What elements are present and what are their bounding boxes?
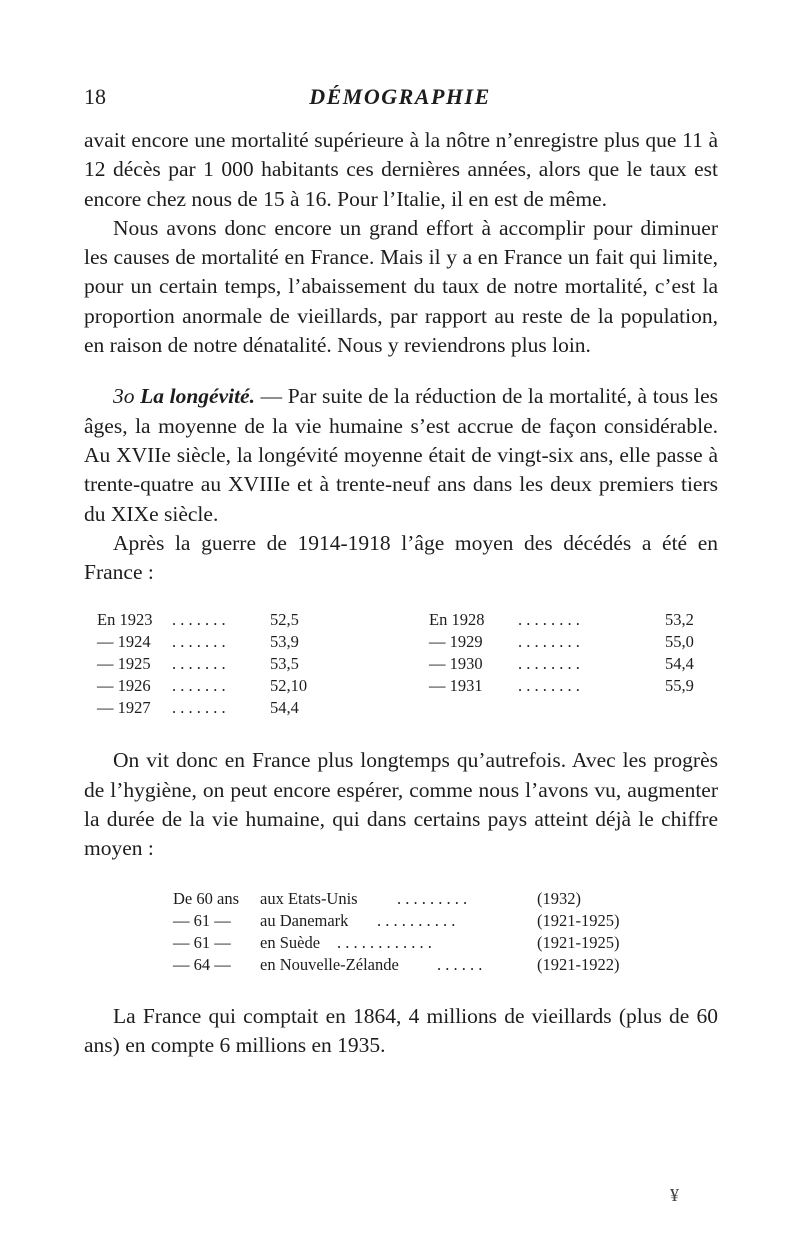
- leader-dots: . . . . . . . .: [518, 632, 580, 652]
- age-value: 52,5: [270, 610, 299, 630]
- leader-dots: . . . . . . .: [172, 698, 226, 718]
- leader-dots: . . . . . . . . . . . .: [337, 932, 432, 952]
- paragraph-mortality: Nous avons donc encore un grand effort à accomplir pour diminuer les causes de mortalité en France. Mais il y a en France un fait qui limite, pour un certain temps, l’abaissement du taux de notre mortalité, c’est la proportion anormale de vieillards, par rapport au reste de la population, en raison de notre dénatalité. Nous y reviendrons plus loin.: [84, 215, 718, 358]
- year-label: — 1926: [97, 676, 151, 696]
- paragraph-continuation: avait encore une mortalité supérieure à la nôtre n’enregistre plus que 11 à 12 décès par 1 000 habitants ces dernières années, alors que le taux est encore chez nous de 15 à 16. Pour l’Italie, il en est de même.: [84, 128, 718, 211]
- year-label: En 1923: [97, 610, 153, 630]
- leader-dots: . . . . . . . .: [518, 676, 580, 696]
- table-row: [84, 697, 718, 719]
- country-name: au Danemark: [260, 910, 349, 930]
- table-row: [84, 631, 718, 653]
- year-label: — 1925: [97, 654, 151, 674]
- year-label: En 1928: [429, 610, 485, 630]
- section-text: — Par suite de la réduction de la mortalité, à tous les âges, la moyenne de la vie humaine s’est accrue de façon considérable. Au XVIIe siècle, la longévité moyenne était de vingt-six ans, elle passe à trente-quatre au XVIIIe et à trente-neuf ans dans les deux premiers tiers du XIXe siècle.: [84, 384, 719, 526]
- country-age-table: [84, 888, 718, 976]
- section-longevity: [84, 382, 718, 528]
- running-title: DÉMOGRAPHIE: [309, 84, 491, 109]
- age-label: — 61 —: [173, 910, 231, 930]
- table-row: [84, 932, 718, 954]
- age-value: 54,4: [665, 654, 694, 674]
- table-row: [84, 910, 718, 932]
- age-label: — 61 —: [173, 932, 231, 952]
- paragraph-longer-life: On vit donc en France plus longtemps qu’autrefois. Avec les progrès de l’hygiène, on peut encore espérer, comme nous l’avons vu, augmenter la durée de la vie humaine, qui dans certains pays atteint déjà le chiffre moyen :: [84, 748, 718, 861]
- table-row: [84, 954, 718, 976]
- period: (1921-1925): [537, 932, 620, 952]
- age-value: 52,10: [270, 676, 308, 696]
- leader-dots: . . . . . . .: [172, 610, 226, 630]
- age-label: — 64 —: [173, 954, 231, 974]
- age-value: 55,9: [665, 676, 694, 696]
- age-label: De 60 ans: [173, 888, 239, 908]
- section-number: 3o: [113, 384, 135, 409]
- year-label: — 1927: [97, 698, 151, 718]
- body-text: [84, 126, 718, 1060]
- period: (1921-1925): [537, 910, 620, 930]
- country-name: aux Etats-Unis: [260, 888, 358, 908]
- leader-dots: . . . . . . . . .: [397, 888, 468, 908]
- age-by-year-table: [84, 609, 718, 719]
- leader-dots: . . . . . . .: [172, 676, 226, 696]
- year-label: — 1931: [429, 676, 483, 696]
- period: (1921-1922): [537, 954, 620, 974]
- paragraph-postwar: Après la guerre de 1914-1918 l’âge moyen des décédés a été en France :: [84, 530, 718, 585]
- leader-dots: . . . . . . .: [172, 632, 226, 652]
- leader-dots: . . . . . . .: [172, 654, 226, 674]
- year-label: — 1929: [429, 632, 483, 652]
- stray-ink-mark: ¥: [670, 1185, 679, 1205]
- age-value: 53,2: [665, 610, 694, 630]
- section-title: La longévité.: [140, 384, 255, 409]
- leader-dots: . . . . . . . . . .: [377, 910, 456, 930]
- table-row: [84, 653, 718, 675]
- table-row: [84, 888, 718, 910]
- paragraph-elderly: La France qui comptait en 1864, 4 millions de vieillards (plus de 60 ans) en compte 6 millions en 1935.: [84, 1003, 718, 1057]
- country-name: en Nouvelle-Zélande: [260, 954, 399, 974]
- age-value: 54,4: [270, 698, 299, 718]
- leader-dots: . . . . . . . .: [518, 610, 580, 630]
- age-value: 55,0: [665, 632, 694, 652]
- table-row: [84, 609, 718, 631]
- page-header: [84, 84, 716, 112]
- age-value: 53,9: [270, 632, 299, 652]
- table-row: [84, 675, 718, 697]
- leader-dots: . . . . . .: [437, 954, 483, 974]
- leader-dots: . . . . . . . .: [518, 654, 580, 674]
- page-number: 18: [84, 84, 106, 109]
- year-label: — 1924: [97, 632, 151, 652]
- year-label: — 1930: [429, 654, 483, 674]
- age-value: 53,5: [270, 654, 299, 674]
- period: (1932): [537, 888, 581, 908]
- country-name: en Suède: [260, 932, 321, 952]
